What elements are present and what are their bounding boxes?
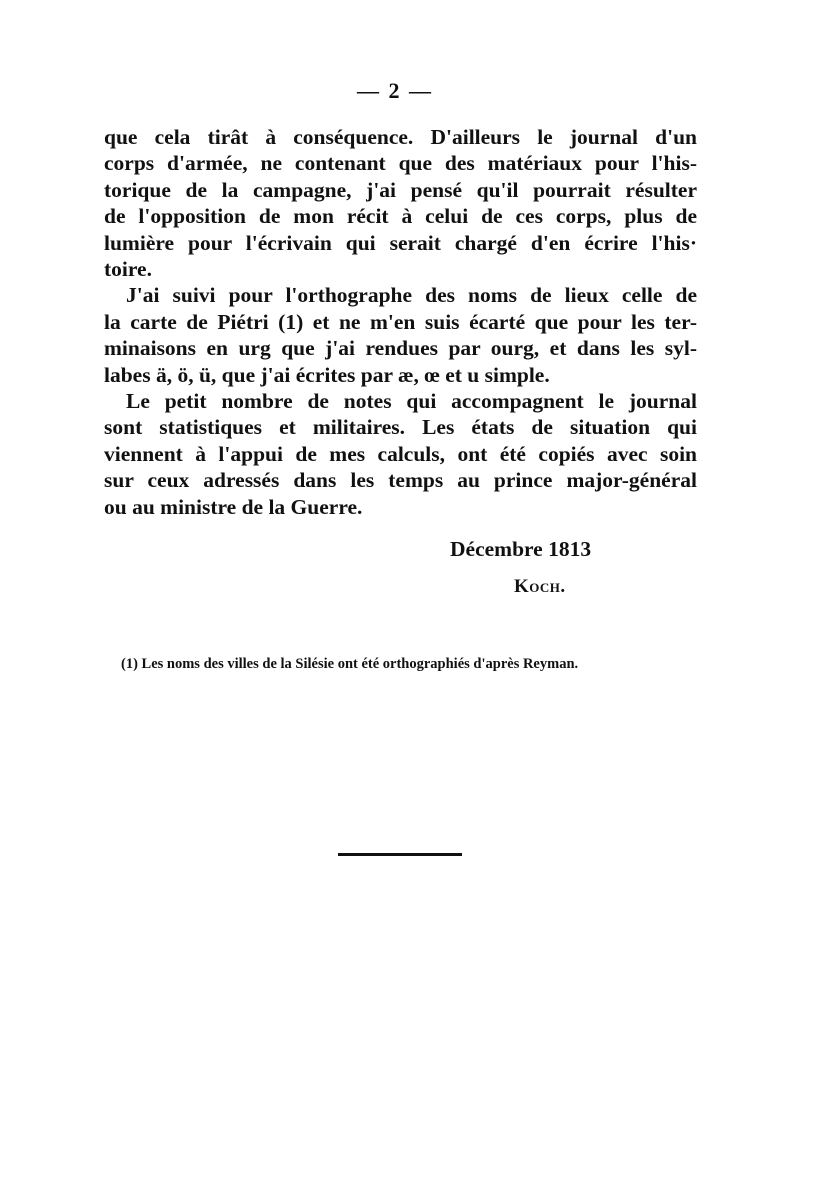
footnote: (1) Les noms des villes de la Silésie ont été orthographiés d'après Reyman. xyxy=(121,656,579,672)
text-line: toire. xyxy=(104,257,152,282)
text-line: Le petit nombre de notes qui accompagnent le journal xyxy=(126,389,697,414)
text-line: lumière pour l'écrivain qui serait chargé d'en écrire l'his· xyxy=(104,230,697,255)
closing-date: Décembre 1813 xyxy=(450,537,592,561)
text-line: sur ceux adressés dans les temps au prince major-général xyxy=(104,468,697,493)
paragraph-3 xyxy=(104,388,697,520)
body-text xyxy=(104,124,697,520)
text-line: ou au ministre de la Guerre. xyxy=(104,494,363,519)
paragraph-2 xyxy=(104,282,697,388)
text-line: torique de la campagne, j'ai pensé qu'il pourrait résulter xyxy=(104,177,697,202)
text-line: corps d'armée, ne contenant que des matériaux pour l'his- xyxy=(104,151,697,176)
text-line: que cela tirât à conséquence. D'ailleurs le journal d'un xyxy=(104,125,697,149)
paragraph-1 xyxy=(104,124,697,282)
author-signature: Koch. xyxy=(514,576,566,597)
page-number: — 2 — xyxy=(357,78,433,103)
text-line: J'ai suivi pour l'orthographe des noms de lieux celle de xyxy=(126,283,697,308)
text-line: labes ä, ö, ü, que j'ai écrites par æ, œ et u simple. xyxy=(104,362,550,387)
text-line: sont statistiques et militaires. Les états de situation qui xyxy=(104,415,697,440)
text-line: la carte de Piétri (1) et ne m'en suis écarté que pour les ter- xyxy=(104,309,697,334)
end-rule-divider xyxy=(338,853,462,856)
text-line: viennent à l'appui de mes calculs, ont été copiés avec soin xyxy=(104,441,697,466)
text-line: minaisons en urg que j'ai rendues par ourg, et dans les syl- xyxy=(104,336,697,361)
text-line: de l'opposition de mon récit à celui de ces corps, plus de xyxy=(104,204,697,229)
